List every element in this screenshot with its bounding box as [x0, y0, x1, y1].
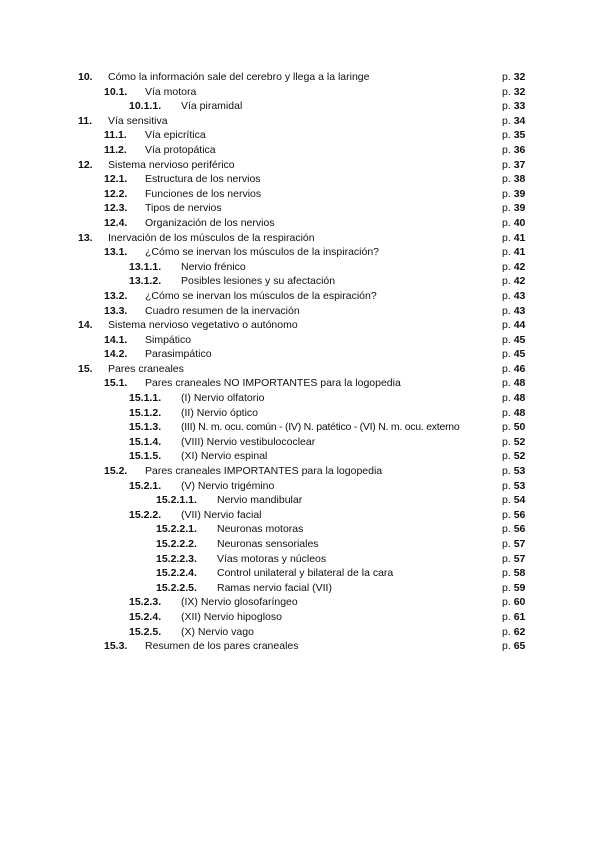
toc-page-number: 62	[513, 625, 526, 638]
toc-entry-number: 15.1.1.	[129, 392, 162, 405]
toc-entry[interactable]	[0, 274, 600, 289]
toc-entry-title[interactable]: (VII) Nervio facial	[181, 508, 262, 521]
toc-page-number: 58	[513, 567, 526, 580]
toc-page-number: 50	[513, 421, 526, 434]
toc-page-prefix: p.	[502, 216, 514, 229]
toc-page-number: 61	[513, 610, 526, 623]
toc-entry-page	[502, 537, 525, 552]
toc-page-number: 48	[513, 392, 526, 405]
toc-page-number: 44	[513, 319, 526, 332]
toc-entry-page	[502, 333, 525, 348]
toc-entry[interactable]	[0, 508, 600, 523]
toc-page-number: 39	[513, 187, 526, 200]
toc-entry-number: 14.	[78, 319, 93, 332]
toc-entry-number: 13.1.2.	[129, 275, 162, 288]
toc-entry-number: 15.1.2.	[129, 406, 162, 419]
toc-page-prefix: p.	[502, 289, 514, 302]
toc-entry[interactable]	[0, 406, 600, 421]
toc-entry[interactable]	[0, 376, 600, 391]
toc-entry-title[interactable]: Pares craneales NO IMPORTANTES para la logopedia	[145, 377, 401, 390]
toc-page-number: 32	[513, 71, 526, 83]
toc-page-number: 56	[513, 508, 526, 521]
toc-page-number: 33	[513, 100, 526, 113]
toc-page-prefix: p.	[502, 362, 514, 375]
toc-entry-title[interactable]: Tipos de nervios	[145, 202, 222, 215]
toc-entry[interactable]	[0, 566, 600, 581]
toc-page-prefix: p.	[502, 158, 514, 171]
toc-entry-title[interactable]: Nervio frénico	[181, 260, 246, 273]
toc-entry-number: 15.2.2.5.	[156, 581, 197, 594]
toc-entry-title[interactable]: (IX) Nervio glosofaríngeo	[181, 596, 298, 609]
toc-entry-title[interactable]: Vías motoras y núcleos	[217, 552, 327, 565]
toc-entry-title[interactable]: Pares craneales IMPORTANTES para la logopedia	[145, 465, 383, 478]
toc-entry-number: 11.1.	[104, 129, 127, 142]
toc-entry-title[interactable]: Cuadro resumen de la inervación	[145, 304, 300, 317]
toc-entry[interactable]	[0, 289, 600, 304]
toc-entry-number: 13.	[78, 231, 93, 244]
toc-entry-page	[502, 245, 525, 260]
toc-entry[interactable]	[0, 625, 600, 640]
toc-page-number: 34	[513, 114, 526, 127]
toc-entry-page	[502, 625, 525, 640]
toc-entry[interactable]	[0, 595, 600, 610]
toc-entry-page	[502, 595, 525, 610]
toc-page-number: 36	[513, 143, 526, 156]
toc-entry-number: 11.	[78, 114, 93, 127]
toc-page-number: 52	[513, 435, 526, 448]
toc-entry[interactable]	[0, 304, 600, 319]
toc-entry-page	[502, 508, 525, 523]
toc-entry-page	[502, 566, 525, 581]
toc-page-number: 42	[513, 275, 526, 288]
toc-entry-page	[502, 231, 525, 246]
toc-entry-title[interactable]: Neuronas sensoriales	[217, 538, 319, 550]
toc-entry[interactable]	[0, 318, 600, 333]
toc-entry-title[interactable]: Ramas nervio facial (VII)	[217, 581, 332, 594]
toc-entry-page	[502, 304, 525, 319]
toc-entry-page	[502, 128, 525, 143]
toc-entry-number: 15.2.2.4.	[156, 567, 197, 580]
toc-page-number: 32	[513, 85, 526, 98]
toc-entry-number: 15.3.	[104, 640, 128, 653]
toc-page-number: 45	[513, 333, 526, 346]
toc-page-number: 56	[513, 523, 526, 536]
toc-entry-number: 10.	[78, 71, 93, 83]
toc-page-number: 43	[513, 304, 526, 317]
toc-entry-title[interactable]: ¿Cómo se inervan los músculos de la inspiración?	[145, 246, 380, 259]
toc-entry[interactable]	[0, 449, 600, 464]
toc-entry[interactable]	[0, 143, 600, 158]
toc-entry-page	[502, 274, 525, 289]
toc-entry[interactable]	[0, 347, 600, 362]
toc-entry-page	[502, 581, 525, 596]
toc-page-number: 43	[513, 289, 526, 302]
toc-entry-number: 15.2.2.3.	[156, 552, 197, 565]
toc-entry[interactable]	[0, 216, 600, 231]
toc-entry-number: 12.4.	[104, 216, 128, 229]
toc-page-prefix: p.	[502, 202, 514, 215]
toc-page-number: 35	[513, 129, 526, 142]
toc-entry-title[interactable]: Parasimpático	[145, 348, 212, 361]
toc-page-prefix: p.	[502, 100, 514, 113]
toc-entry-title[interactable]: Simpático	[145, 333, 192, 346]
toc-entry-number: 15.2.1.1.	[156, 494, 197, 507]
toc-entry[interactable]	[0, 610, 600, 625]
toc-entry[interactable]	[0, 333, 600, 348]
toc-entry-number: 15.	[78, 362, 93, 375]
toc-entry[interactable]	[0, 391, 600, 406]
toc-entry-title[interactable]: Cómo la información sale del cerebro y llega a la laringe	[108, 71, 370, 83]
toc-entry-number: 15.2.2.	[129, 508, 162, 521]
toc-entry-page	[502, 376, 525, 391]
toc-entry[interactable]	[0, 537, 600, 552]
toc-entry-title[interactable]: Vía epicrítica	[145, 129, 206, 142]
toc-page-number: 38	[513, 173, 526, 186]
toc-page-number: 57	[513, 552, 526, 565]
toc-page-prefix: p.	[502, 275, 514, 288]
toc-page-prefix: p.	[502, 538, 514, 550]
toc-entry-page	[502, 187, 525, 202]
toc-page-number: 48	[513, 406, 526, 419]
toc-entry[interactable]	[0, 260, 600, 275]
toc-page-prefix: p.	[502, 581, 514, 594]
toc-entry-page	[502, 479, 525, 494]
toc-entry-title[interactable]: (II) Nervio óptico	[181, 406, 259, 419]
toc-entry-number: 13.2.	[104, 289, 128, 302]
toc-entry-number: 11.2.	[104, 143, 127, 156]
toc-page-prefix: p.	[502, 260, 514, 273]
toc-entry-page	[502, 435, 525, 450]
toc-entry-page	[502, 99, 525, 114]
toc-entry-page	[502, 70, 525, 85]
toc-entry[interactable]	[0, 362, 600, 377]
toc-entry-number: 12.	[78, 158, 93, 171]
toc-entry-number: 15.1.4.	[129, 435, 162, 448]
toc-entry-page	[502, 493, 525, 508]
toc-entry-page	[502, 406, 525, 421]
toc-entry[interactable]	[0, 552, 600, 567]
toc-page-number: 53	[513, 479, 526, 492]
toc-entry[interactable]	[0, 464, 600, 479]
toc-entry-page	[502, 639, 525, 654]
toc-page-prefix: p.	[502, 348, 514, 361]
table-of-contents	[0, 70, 600, 654]
toc-entry-number: 15.1.5.	[129, 450, 162, 463]
toc-entry[interactable]	[0, 479, 600, 494]
toc-page-prefix: p.	[502, 494, 514, 507]
toc-entry[interactable]	[0, 639, 600, 654]
toc-page-prefix: p.	[502, 173, 514, 186]
toc-page-prefix: p.	[502, 450, 514, 463]
toc-entry-title[interactable]: Vía piramidal	[181, 100, 243, 113]
toc-page-number: 45	[513, 348, 526, 361]
toc-entry[interactable]	[0, 420, 600, 435]
toc-page-prefix: p.	[502, 523, 514, 536]
toc-entry-page	[502, 143, 525, 158]
toc-entry[interactable]	[0, 114, 600, 129]
toc-entry-number: 12.3.	[104, 202, 128, 215]
toc-entry[interactable]	[0, 172, 600, 187]
toc-page-number: 41	[513, 231, 526, 244]
toc-entry[interactable]	[0, 435, 600, 450]
toc-entry-title[interactable]: Sistema nervioso vegetativo o autónomo	[108, 319, 298, 332]
toc-page-prefix: p.	[502, 392, 514, 405]
toc-entry-title[interactable]: (XI) Nervio espinal	[181, 450, 268, 463]
toc-page-number: 65	[513, 640, 526, 653]
toc-entry-page	[502, 158, 525, 173]
toc-entry-title[interactable]: Nervio mandibular	[217, 494, 303, 507]
toc-entry-page	[502, 114, 525, 129]
toc-page-number: 37	[513, 158, 526, 171]
toc-entry-title[interactable]: Neuronas motoras	[217, 523, 304, 536]
toc-entry-number: 15.2.2.2.	[156, 538, 197, 550]
toc-page-number: 60	[513, 596, 526, 609]
toc-entry-number: 13.3.	[104, 304, 128, 317]
toc-entry-number: 15.1.	[104, 377, 128, 390]
toc-page-prefix: p.	[502, 435, 514, 448]
toc-entry-title[interactable]: (III) N. m. ocu. común - (IV) N. patético - (VI) N. m. ocu. externo	[181, 421, 460, 434]
toc-page-prefix: p.	[502, 567, 514, 580]
toc-page-number: 54	[513, 494, 526, 507]
toc-entry[interactable]	[0, 187, 600, 202]
toc-page-prefix: p.	[502, 333, 514, 346]
toc-page-prefix: p.	[502, 377, 514, 390]
toc-entry-title[interactable]: (X) Nervio vago	[181, 625, 254, 638]
toc-page-prefix: p.	[502, 508, 514, 521]
toc-entry-page	[502, 260, 525, 275]
toc-page-prefix: p.	[502, 114, 514, 127]
toc-entry-page	[502, 347, 525, 362]
toc-entry-number: 12.1.	[104, 173, 128, 186]
toc-entry[interactable]	[0, 522, 600, 537]
toc-page-prefix: p.	[502, 187, 514, 200]
toc-entry-title[interactable]: Organización de los nervios	[145, 216, 275, 229]
toc-entry-number: 12.2.	[104, 187, 128, 200]
toc-entry-number: 15.1.3.	[129, 421, 162, 434]
toc-page-prefix: p.	[502, 129, 514, 142]
toc-page-prefix: p.	[502, 479, 514, 492]
toc-entry-number: 13.1.1.	[129, 260, 162, 273]
toc-page-number: 52	[513, 450, 526, 463]
toc-page-number: 53	[513, 465, 526, 478]
toc-page-number: 57	[513, 538, 526, 550]
toc-page-number: 39	[513, 202, 526, 215]
toc-entry-number: 10.1.	[104, 85, 128, 98]
toc-entry-number: 15.2.3.	[129, 596, 162, 609]
toc-entry-page	[502, 391, 525, 406]
toc-entry-number: 10.1.1.	[129, 100, 162, 113]
toc-entry-page	[502, 85, 525, 100]
toc-page-number: 59	[513, 581, 526, 594]
toc-page-prefix: p.	[502, 610, 514, 623]
toc-entry-title[interactable]: Inervación de los músculos de la respiración	[108, 231, 315, 244]
toc-entry-page	[502, 216, 525, 231]
toc-entry-title[interactable]: (I) Nervio olfatorio	[181, 392, 265, 405]
toc-entry[interactable]	[0, 231, 600, 246]
toc-entry-number: 14.2.	[104, 348, 128, 361]
toc-entry-number: 15.2.2.1.	[156, 523, 197, 536]
toc-page-prefix: p.	[502, 552, 514, 565]
toc-page-prefix: p.	[502, 406, 514, 419]
toc-entry-title[interactable]: Vía motora	[145, 85, 197, 98]
toc-entry[interactable]	[0, 493, 600, 508]
toc-entry-page	[502, 610, 525, 625]
toc-page-number: 46	[513, 362, 526, 375]
toc-entry-title[interactable]: Control unilateral y bilateral de la cara	[217, 567, 394, 580]
toc-entry-number: 15.2.1.	[129, 479, 162, 492]
toc-page-prefix: p.	[502, 246, 514, 259]
toc-page-number: 48	[513, 377, 526, 390]
toc-entry-number: 13.1.	[104, 246, 128, 259]
toc-entry-page	[502, 362, 525, 377]
toc-entry-page	[502, 552, 525, 567]
toc-entry-title[interactable]: (V) Nervio trigémino	[181, 479, 275, 492]
toc-page-prefix: p.	[502, 143, 514, 156]
toc-page-prefix: p.	[502, 71, 514, 83]
toc-entry-page	[502, 449, 525, 464]
toc-entry-title[interactable]: Posibles lesiones y su afectación	[181, 275, 336, 288]
toc-entry-page	[502, 464, 525, 479]
toc-entry-page	[502, 201, 525, 216]
toc-entry[interactable]	[0, 201, 600, 216]
toc-entry-title[interactable]: Vía sensitiva	[108, 114, 168, 127]
toc-entry-title[interactable]: Pares craneales	[108, 362, 184, 375]
toc-entry-title[interactable]: Sistema nervioso periférico	[108, 158, 235, 171]
toc-page-prefix: p.	[502, 85, 514, 98]
toc-page-number: 42	[513, 260, 526, 273]
toc-entry-number: 15.2.5.	[129, 625, 162, 638]
toc-entry[interactable]	[0, 158, 600, 173]
toc-entry-page	[502, 420, 525, 435]
toc-entry[interactable]	[0, 70, 600, 85]
toc-entry-page	[502, 289, 525, 304]
toc-entry-number: 14.1.	[104, 333, 128, 346]
toc-entry[interactable]	[0, 245, 600, 260]
toc-page-prefix: p.	[502, 231, 514, 244]
toc-entry-title[interactable]: ¿Cómo se inervan los músculos de la espiración?	[145, 289, 377, 302]
toc-entry-title[interactable]: Vía protopática	[145, 143, 216, 156]
toc-page-prefix: p.	[502, 625, 514, 638]
toc-page-prefix: p.	[502, 640, 514, 653]
toc-page-number: 41	[513, 246, 526, 259]
toc-entry-page	[502, 172, 525, 187]
toc-entry-title[interactable]: Estructura de los nervios	[145, 173, 261, 186]
toc-entry[interactable]	[0, 128, 600, 143]
toc-entry-title[interactable]: Funciones de los nervios	[145, 187, 262, 200]
toc-page-prefix: p.	[502, 465, 514, 478]
toc-entry-number: 15.2.	[104, 465, 128, 478]
toc-entry-title[interactable]: Resumen de los pares craneales	[145, 640, 299, 653]
toc-entry[interactable]	[0, 581, 600, 596]
toc-entry[interactable]	[0, 85, 600, 100]
toc-entry-number: 15.2.4.	[129, 610, 162, 623]
toc-entry-title[interactable]: (VIII) Nervio vestibulococlear	[181, 435, 316, 448]
toc-page-prefix: p.	[502, 596, 514, 609]
toc-page-number: 40	[513, 216, 526, 229]
toc-entry-page	[502, 318, 525, 333]
toc-entry[interactable]	[0, 99, 600, 114]
toc-page-prefix: p.	[502, 304, 514, 317]
toc-page-prefix: p.	[502, 421, 514, 434]
toc-entry-page	[502, 522, 525, 537]
toc-entry-title[interactable]: (XII) Nervio hipogloso	[181, 610, 282, 623]
toc-page-prefix: p.	[502, 319, 514, 332]
